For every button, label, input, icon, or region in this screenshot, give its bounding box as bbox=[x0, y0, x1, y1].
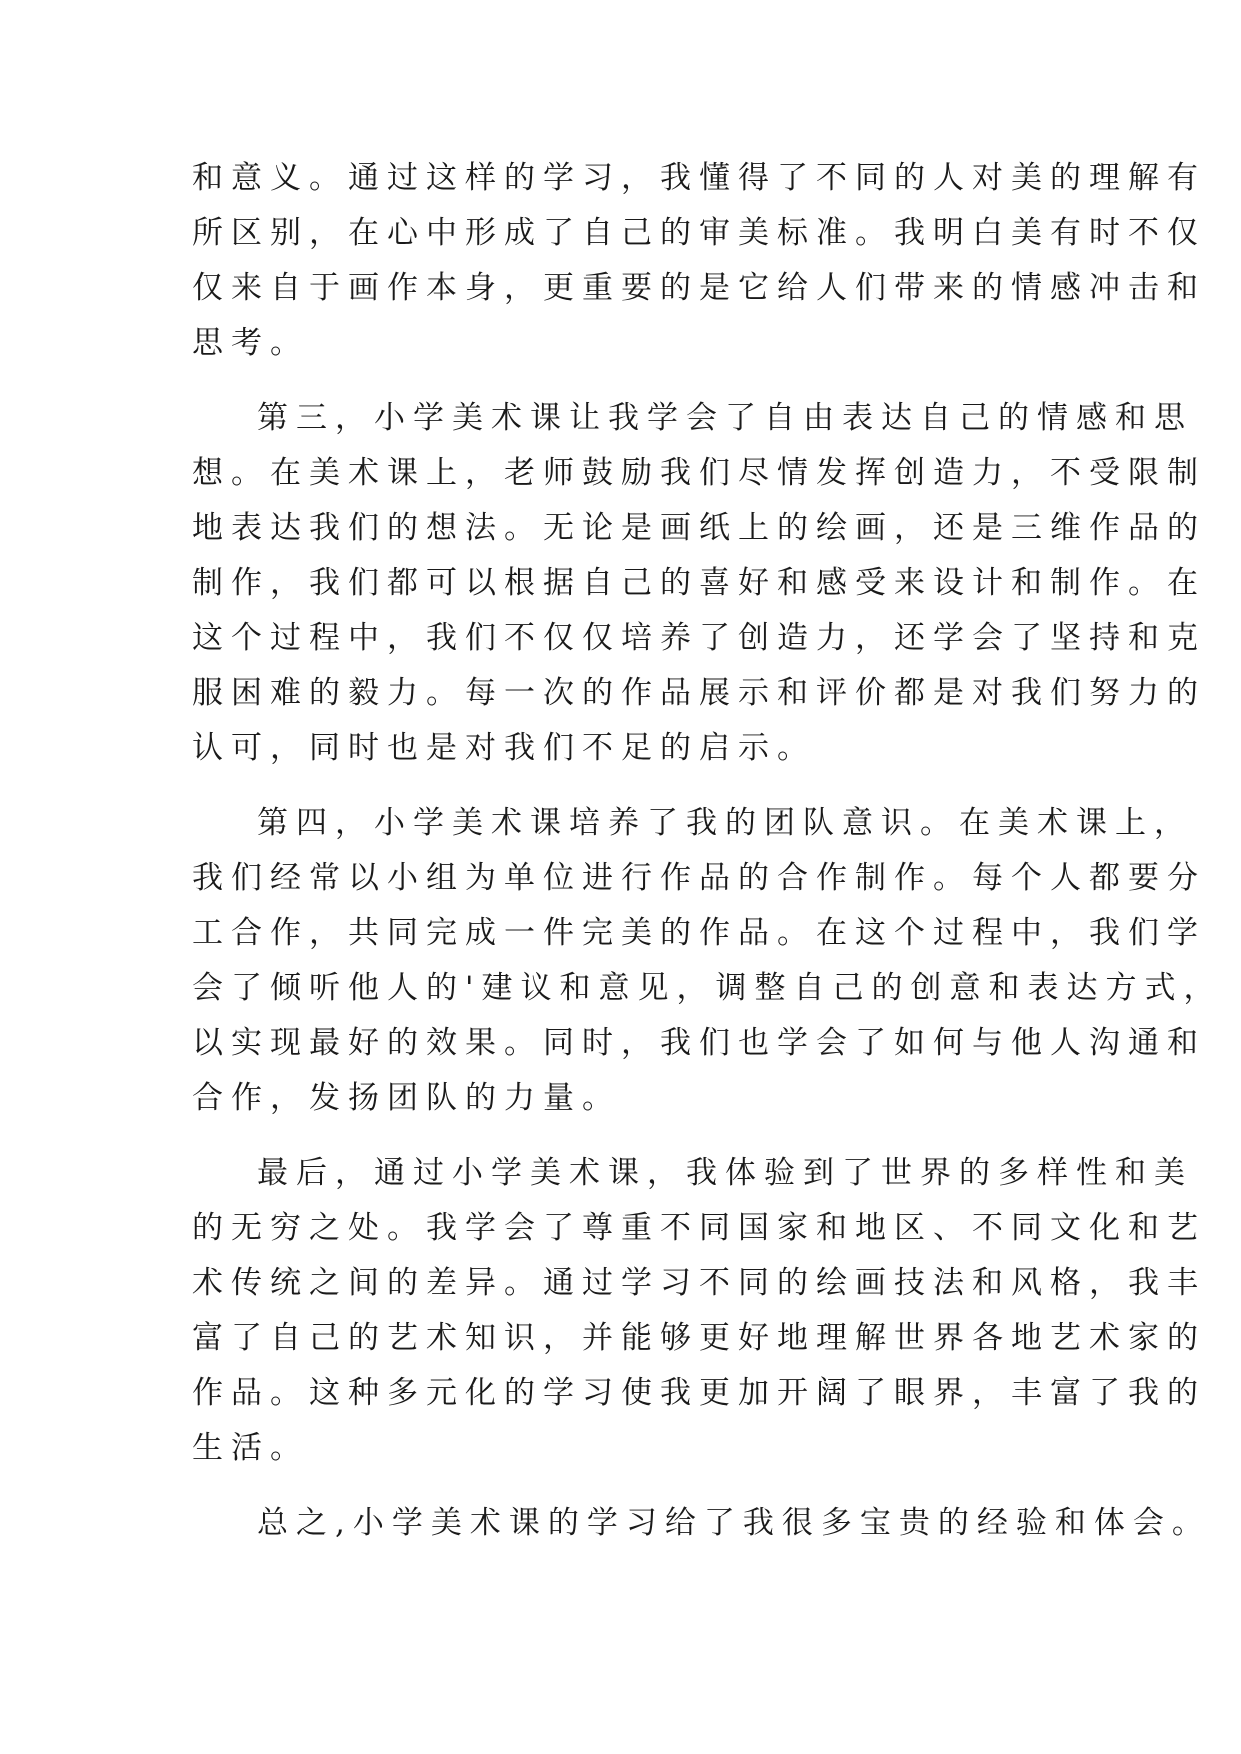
text-line: 这个过程中，我们不仅仅培养了创造力，还学会了坚持和克 bbox=[192, 620, 1206, 656]
text-line: 思考。 bbox=[192, 325, 309, 361]
text-line: 所区别，在心中形成了自己的审美标准。我明白美有时不仅 bbox=[192, 215, 1206, 251]
text-line: 想。在美术课上，老师鼓励我们尽情发挥创造力，不受限制 bbox=[192, 455, 1206, 491]
text-line: 我们经常以小组为单位进行作品的合作制作。每个人都要分 bbox=[192, 860, 1206, 896]
text-line: 和意义。通过这样的学习，我懂得了不同的人对美的理解有 bbox=[192, 160, 1206, 196]
text-line: 服困难的毅力。每一次的作品展示和评价都是对我们努力的 bbox=[192, 675, 1206, 711]
text-line: 工合作，共同完成一件完美的作品。在这个过程中，我们学 bbox=[192, 915, 1206, 951]
text-line: 制作，我们都可以根据自己的喜好和感受来设计和制作。在 bbox=[192, 565, 1206, 601]
text-line: 地表达我们的想法。无论是画纸上的绘画，还是三维作品的 bbox=[192, 510, 1206, 546]
text-line: 认可，同时也是对我们不足的启示。 bbox=[192, 730, 816, 766]
paragraph-first-line: 最后，通过小学美术课，我体验到了世界的多样性和美 bbox=[257, 1155, 1193, 1191]
text-line: 仅来自于画作本身，更重要的是它给人们带来的情感冲击和 bbox=[192, 270, 1206, 306]
text-line: 富了自己的艺术知识，并能够更好地理解世界各地艺术家的 bbox=[192, 1320, 1206, 1356]
paragraph-first-line: 总之,小学美术课的学习给了我很多宝贵的经验和体会。 bbox=[257, 1505, 1211, 1541]
text-line: 合作，发扬团队的力量。 bbox=[192, 1080, 621, 1116]
paragraph-first-line: 第四，小学美术课培养了我的团队意识。在美术课上， bbox=[257, 805, 1193, 841]
text-line: 会了倾听他人的'建议和意见，调整自己的创意和表达方式， bbox=[192, 970, 1223, 1006]
text-line: 术传统之间的差异。通过学习不同的绘画技法和风格，我丰 bbox=[192, 1265, 1206, 1301]
text-line: 以实现最好的效果。同时，我们也学会了如何与他人沟通和 bbox=[192, 1025, 1206, 1061]
text-line: 生活。 bbox=[192, 1430, 309, 1466]
paragraph-first-line: 第三，小学美术课让我学会了自由表达自己的情感和思 bbox=[257, 400, 1193, 436]
text-line: 作品。这种多元化的学习使我更加开阔了眼界，丰富了我的 bbox=[192, 1375, 1206, 1411]
text-line: 的无穷之处。我学会了尊重不同国家和地区、不同文化和艺 bbox=[192, 1210, 1206, 1246]
